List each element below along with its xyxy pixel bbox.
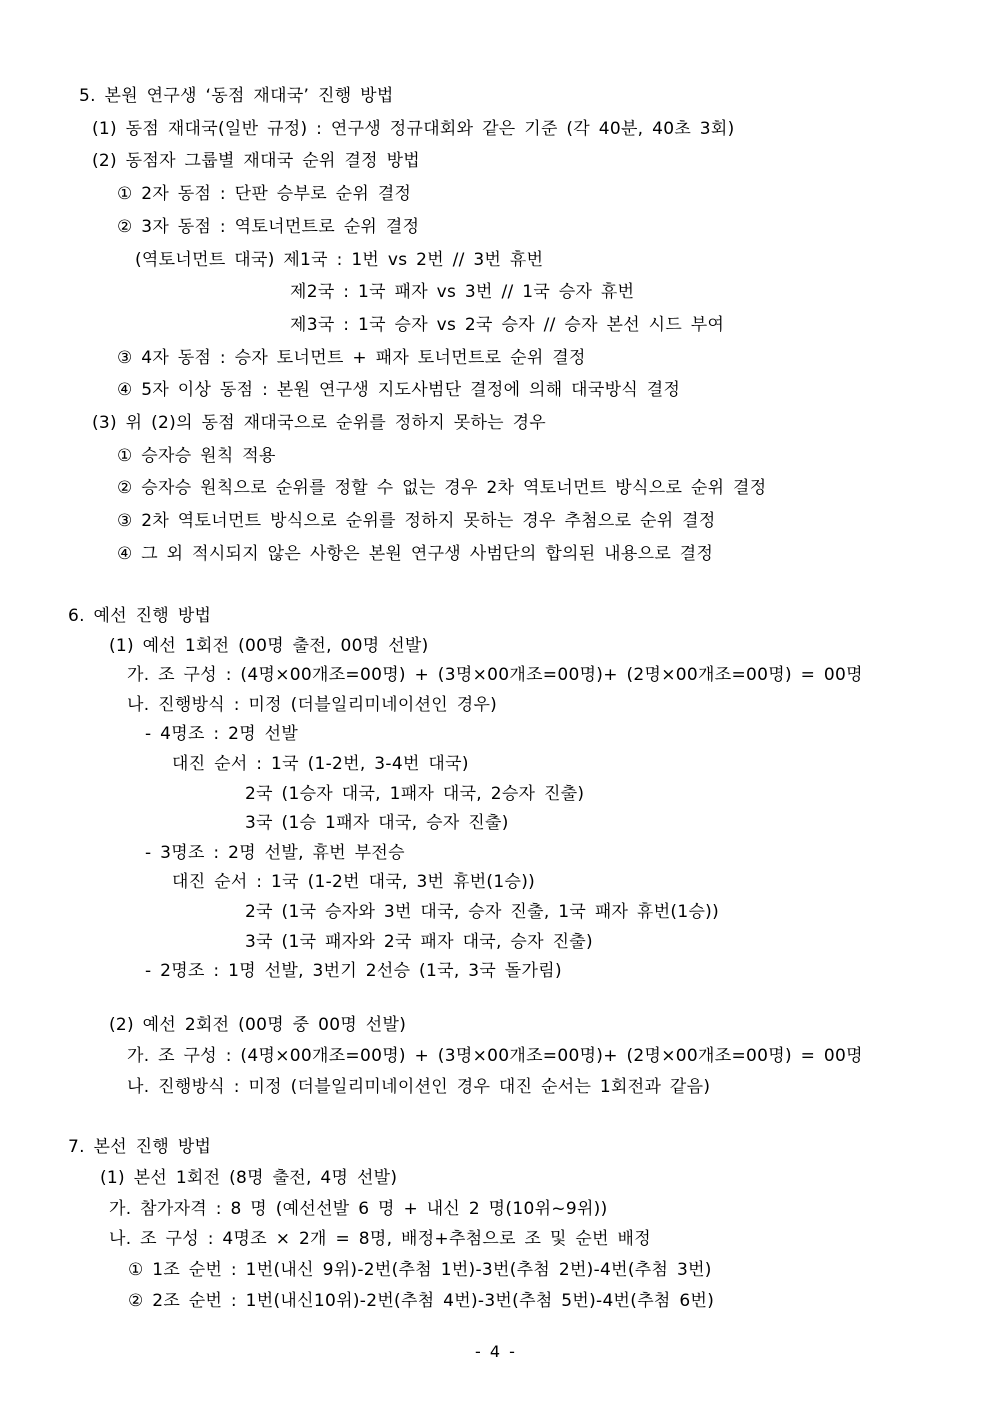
text-line: ① 2자 동점 : 단판 승부로 순위 결정 <box>117 184 412 205</box>
text-line: 3국 (1국 패자와 2국 패자 대국, 승자 진출) <box>245 931 593 952</box>
text-line: 5. 본원 연구생 ‘동점 재대국’ 진행 방법 <box>79 86 394 106</box>
text-line: (3) 위 (2)의 동점 재대국으로 순위를 정하지 못하는 경우 <box>92 413 547 434</box>
text-line: ③ 2차 역토너먼트 방식으로 순위를 정하지 못하는 경우 추첨으로 순위 결정 <box>117 511 716 532</box>
text-line: 7. 본선 진행 방법 <box>68 1137 212 1157</box>
text-line: 6. 예선 진행 방법 <box>68 606 212 626</box>
text-line: 대진 순서 : 1국 (1-2번, 3-4번 대국) <box>172 753 469 774</box>
text-line: (1) 본선 1회전 (8명 출전, 4명 선발) <box>100 1167 398 1188</box>
text-line: (역토너먼트 대국) 제1국 : 1번 vs 2번 // 3번 휴번 <box>135 249 544 270</box>
section-preliminary-round-2 <box>0 1010 992 1103</box>
section-preliminary-round-method <box>0 602 992 987</box>
text-line: ① 1조 순번 : 1번(내신 9위)-2번(추첨 1번)-3번(추첨 2번)-4번(추첨 3번) <box>128 1260 712 1281</box>
text-line: ② 2조 순번 : 1번(내신10위)-2번(추첨 4번)-3번(추첨 5번)-4번(추첨 6번) <box>128 1290 715 1311</box>
text-line: 가. 참가자격 : 8 명 (예선선발 6 명 + 내신 2 명(10위~9위)) <box>109 1198 608 1219</box>
text-line: 나. 조 구성 : 4명조 × 2개 = 8명, 배정+추첨으로 조 및 순번 배정 <box>109 1229 652 1250</box>
text-line: 3국 (1승 1패자 대국, 승자 진출) <box>245 813 509 834</box>
text-line: 대진 순서 : 1국 (1-2번 대국, 3번 휴번(1승)) <box>172 872 536 893</box>
text-line: 2국 (1승자 대국, 1패자 대국, 2승자 진출) <box>245 783 585 804</box>
text-line: ④ 5자 이상 동점 : 본원 연구생 지도사범단 결정에 의해 대국방식 결정 <box>117 380 681 401</box>
text-line: 나. 진행방식 : 미정 (더블일리미네이션인 경우) <box>127 694 498 715</box>
text-line: 나. 진행방식 : 미정 (더블일리미네이션인 경우 대진 순서는 1회전과 같음) <box>127 1077 711 1097</box>
text-line: - 2명조 : 1명 선발, 3번기 2선승 (1국, 3국 돌가림) <box>145 961 562 982</box>
page-number: - 4 - <box>475 1342 517 1361</box>
text-line: ④ 그 외 적시되지 않은 사항은 본원 연구생 사범단의 합의된 내용으로 결정 <box>117 543 714 564</box>
text-line: - 4명조 : 2명 선발 <box>145 724 299 745</box>
text-line: ③ 4자 동점 : 승자 토너먼트 + 패자 토너먼트로 순위 결정 <box>117 347 586 368</box>
text-line: 제3국 : 1국 승자 vs 2국 승자 // 승자 본선 시드 부여 <box>290 314 725 335</box>
text-line: - 3명조 : 2명 선발, 휴번 부전승 <box>145 842 405 863</box>
section-main-round-method <box>0 1132 992 1317</box>
section-tiebreak-rematch-rules <box>0 80 992 571</box>
text-line: (2) 예선 2회전 (00명 중 00명 선발) <box>109 1015 407 1035</box>
text-line: ① 승자승 원칙 적용 <box>117 445 276 466</box>
text-line: (1) 예선 1회전 (00명 출전, 00명 선발) <box>109 635 429 656</box>
text-line: ② 3자 동점 : 역토너먼트로 순위 결정 <box>117 216 420 237</box>
text-line: (2) 동점자 그룹별 재대국 순위 결정 방법 <box>92 151 421 172</box>
text-line: 2국 (1국 승자와 3번 대국, 승자 진출, 1국 패자 휴번(1승)) <box>245 901 720 922</box>
text-line: (1) 동점 재대국(일반 규정) : 연구생 정규대회와 같은 기준 (각 40분, 40초 3회) <box>92 118 735 139</box>
text-line: 제2국 : 1국 패자 vs 3번 // 1국 승자 휴번 <box>290 282 635 303</box>
text-line: ② 승자승 원칙으로 순위를 정할 수 없는 경우 2차 역토너먼트 방식으로 순위 결정 <box>117 478 767 499</box>
text-line: 가. 조 구성 : (4명×00개조=00명) + (3명×00개조=00명)+ (2명×00개조=00명) = 00명 <box>127 1046 863 1066</box>
text-line: 가. 조 구성 : (4명×00개조=00명) + (3명×00개조=00명)+ (2명×00개조=00명) = 00명 <box>127 665 863 686</box>
